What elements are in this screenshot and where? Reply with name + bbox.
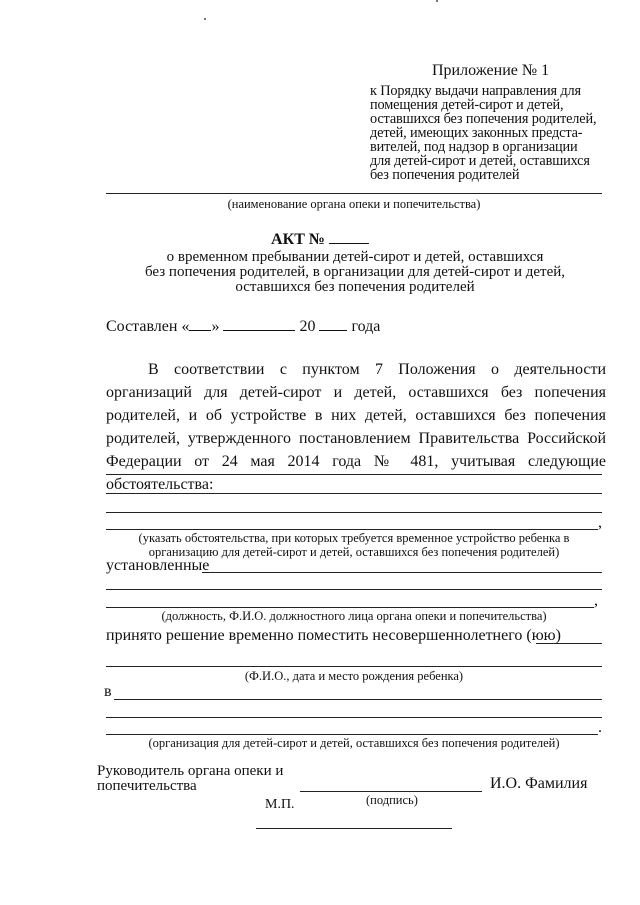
signatory-role-line: Руководитель органа опеки и: [97, 763, 284, 779]
month-field[interactable]: [223, 316, 295, 331]
appendix-line: детей, имеющих законных предста-: [370, 125, 583, 141]
established-line[interactable]: [106, 589, 602, 590]
act-title-text: АКТ №: [271, 231, 325, 248]
circumstances-line[interactable]: [106, 493, 602, 494]
act-number-field[interactable]: [329, 229, 369, 244]
organization-line[interactable]: [106, 717, 602, 718]
guardianship-name-line[interactable]: [106, 193, 602, 194]
circumstances-line[interactable]: [106, 512, 602, 513]
child-caption: (Ф.И.О., дата и место рождения ребенка): [244, 669, 464, 683]
year-field[interactable]: [319, 316, 347, 331]
circumstances-caption-line: (указать обстоятельства, при которых требуется временное устройство ребенка в: [138, 531, 570, 545]
act-subtitle-line: без попечения родителей, в организации для детей-сирот и детей,: [144, 264, 566, 280]
year-prefix: 20: [299, 318, 316, 335]
signature-caption: (подпись): [366, 793, 418, 807]
signature-line[interactable]: [300, 791, 482, 792]
signatory-role-line: попечительства: [97, 778, 197, 794]
appendix-title: Приложение № 1: [432, 62, 550, 79]
act-subtitle: [120, 250, 590, 295]
signatory-role: [97, 764, 283, 794]
seal-label: М.П.: [265, 797, 295, 812]
scan-dot: [204, 18, 206, 20]
appendix-line: к Порядку выдачи направления для: [370, 83, 581, 99]
established-line[interactable]: [202, 572, 602, 573]
official-caption: (должность, Ф.И.О. должностного лица органа опеки и попечительства): [161, 609, 547, 623]
day-field[interactable]: [189, 316, 211, 331]
established-line[interactable]: [106, 607, 594, 608]
child-line[interactable]: [106, 666, 602, 667]
decision-line[interactable]: [536, 643, 602, 644]
composed-prefix: Составлен «: [106, 318, 190, 335]
appendix-line: помещения детей-сирот и детей,: [370, 97, 564, 113]
appendix-description: [370, 84, 610, 182]
appendix-line: для детей-сирот и детей, оставшихся: [370, 153, 590, 169]
guardianship-caption: (наименование органа опеки и попечительства): [227, 197, 481, 211]
appendix-line: без попечения родителей: [370, 167, 520, 183]
trailing-comma: ,: [598, 514, 602, 531]
appendix-line: вителей, под надзор в организации: [370, 139, 578, 155]
composed-date: [106, 316, 380, 336]
act-title: [0, 229, 640, 249]
date-line[interactable]: [256, 828, 452, 829]
main-paragraph: [106, 358, 606, 496]
composed-quote-close: »: [211, 318, 220, 335]
signatory-name: И.О. Фамилия: [490, 775, 588, 792]
organization-line[interactable]: [114, 699, 602, 700]
organization-line[interactable]: [106, 734, 598, 735]
trailing-comma: ,: [594, 592, 598, 609]
trailing-period: .: [598, 719, 602, 736]
scan-dot: [436, 0, 438, 2]
circumstances-line[interactable]: [106, 474, 602, 475]
year-suffix: года: [351, 318, 381, 335]
circumstances-caption: [106, 531, 602, 559]
established-label: установленные: [106, 557, 210, 574]
organization-caption: (организация для детей-сирот и детей, оставшихся без попечения родителей): [148, 736, 560, 750]
main-paragraph-text: В соответствии с пунктом 7 Положения о деятельности организаций для детей-сирот и детей, оставшихся без попечения родителей, и об устройстве в них детей, оставшихся без попечения родителей, утвержденного постановлением Правительства Российской Федерации от 24 мая 2014 года № 481, учитывая следующие обстоятельства:: [106, 361, 606, 493]
circumstances-line[interactable]: [106, 529, 598, 530]
in-label: в: [104, 683, 112, 700]
appendix-line: оставшихся без попечения родителей,: [370, 111, 597, 127]
act-subtitle-line: о временном пребывании детей-сирот и детей, оставшихся: [166, 249, 544, 265]
decision-text: принято решение временно поместить несовершеннолетнего (юю): [106, 627, 561, 644]
act-subtitle-line: оставшихся без попечения родителей: [235, 279, 475, 295]
circumstances-caption-line: организацию для детей-сирот и детей, оставшихся без попечения родителей): [148, 545, 560, 559]
